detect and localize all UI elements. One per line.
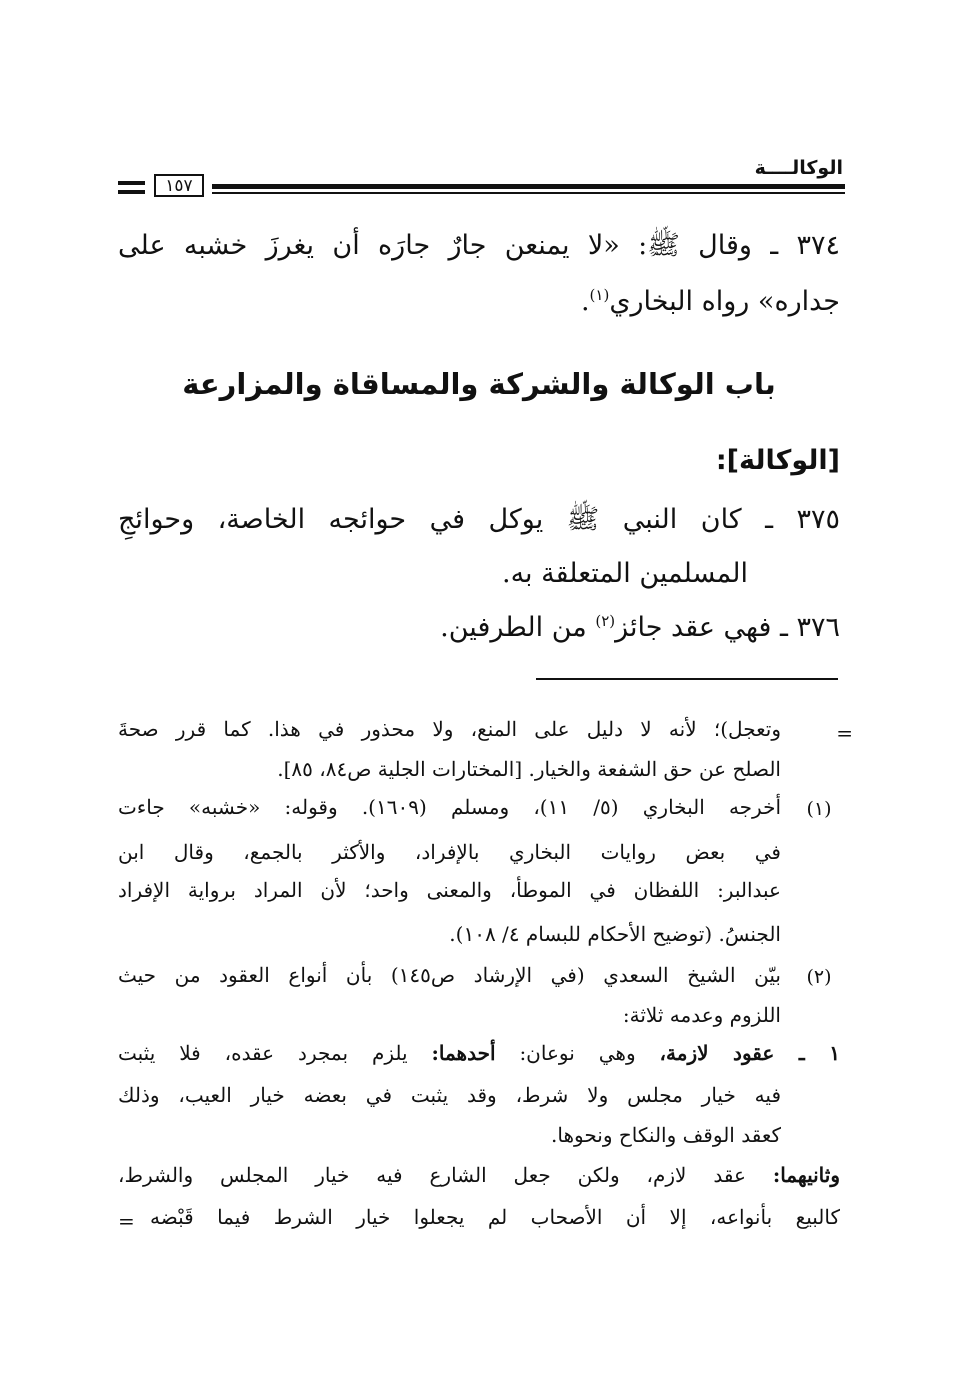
- item-375-line1: ٣٧٥ ـ كان النبي ﷺ يوكل في حوائجه الخاصة، وحوائجِ: [118, 504, 840, 535]
- hadith-374-line2: [581, 282, 840, 322]
- footnote-2-point-1: [118, 1038, 840, 1068]
- hadith-374-line2-end: .: [580, 286, 590, 317]
- footnote-2-point-2: [118, 1160, 840, 1190]
- continuation-mark: =: [836, 721, 853, 745]
- footnote-1-line: في بعض روايات البخاري بالإفراد، والأكثر بالجمع، وقال ابن: [118, 840, 781, 864]
- item-376: [440, 608, 840, 648]
- footnote-1-line: الجنسُ. (توضيح الأحكام للبسام ٤/ ١٠٨).: [449, 922, 781, 946]
- page-number: ١٥٧: [154, 174, 204, 197]
- hadith-374-line1: ٣٧٤ ـ وقال ﷺ: «لا يمنعن جارٌ جارَه أن يغرزَ خشبه على: [118, 230, 840, 261]
- item-376-text: ٣٧٦ ـ فهي عقد جائز: [615, 612, 840, 643]
- point-1-subheading: أحدهما:: [431, 1041, 496, 1065]
- footnote-ref-2: (٢): [595, 612, 616, 630]
- footnote-continuation-line: الصلح عن حق الشفعة والخيار. [المختارات الجلية ص٨٤، ٨٥].: [277, 757, 781, 781]
- footnote-2-line: اللزوم وعدمه ثلاثة:: [622, 1003, 781, 1027]
- point-1-heading: ١ ـ عقود لازمة،: [659, 1041, 840, 1065]
- point-1-text: وهي نوعان:: [495, 1041, 660, 1065]
- footnote-2-marker: (٢): [806, 966, 832, 988]
- footnote-continuation-line: وتعجل)؛ لأنه لا دليل على المنع، ولا محذور في هذا. كما قرر صحةَ: [118, 717, 781, 741]
- footnote-separator: [536, 678, 838, 680]
- item-375-line2: المسلمين المتعلقة به.: [502, 558, 748, 589]
- footnote-1-line: أخرجه البخاري (٥/ ١١)، ومسلم (١٦٠٩). وقوله: «خشبه» جاءت: [118, 795, 781, 819]
- hadith-374-line2-text: جداره» رواه البخاري: [609, 286, 840, 317]
- footnote-1-marker: (١): [806, 798, 832, 820]
- footnote-ref-1: (١): [589, 286, 610, 304]
- header-dash-bottom: [118, 190, 145, 194]
- chapter-title: باب الوكالة والشركة والمساقاة والمزارعة: [182, 367, 776, 401]
- section-title: [الوكالة]:: [715, 445, 840, 476]
- continuation-mark-end: =: [118, 1209, 135, 1233]
- point-2-text: عقد لازم، ولكن جعل الشارع فيه خيار المجلس والشرط،: [118, 1163, 773, 1187]
- point-2-heading: وثانيهما:: [772, 1163, 840, 1187]
- footnote-1-line: عبدالبر: اللفظان في الموطأ، والمعنى واحد؛ لأن المراد برواية الإفراد: [118, 878, 781, 902]
- header-rule-thin: [212, 192, 845, 194]
- footnote-2-line: بيّن الشيخ السعدي (في الإرشاد ص١٤٥) بأن أنواع العقود من حيث: [118, 963, 781, 987]
- item-376-text-end: من الطرفين.: [440, 612, 596, 643]
- footnote-2-line: كعقد الوقف والنكاح ونحوها.: [551, 1123, 781, 1147]
- header-rule-thick: [212, 184, 845, 189]
- footnote-2-line: فيه خيار مجلس ولا شرط، وقد يثبت في بعضه خيار العيب، وذلك: [118, 1083, 781, 1107]
- running-title: الوكالــــة: [754, 157, 843, 179]
- footnote-2-line: كالبيع بأنواعه، إلا أن الأصحاب لم يجعلوا خيار الشرط فيما قَبْضه: [150, 1205, 840, 1229]
- header-dash-top: [118, 181, 145, 185]
- point-1-text-2: يلزم بمجرد عقده، فلا يثبت: [118, 1041, 432, 1065]
